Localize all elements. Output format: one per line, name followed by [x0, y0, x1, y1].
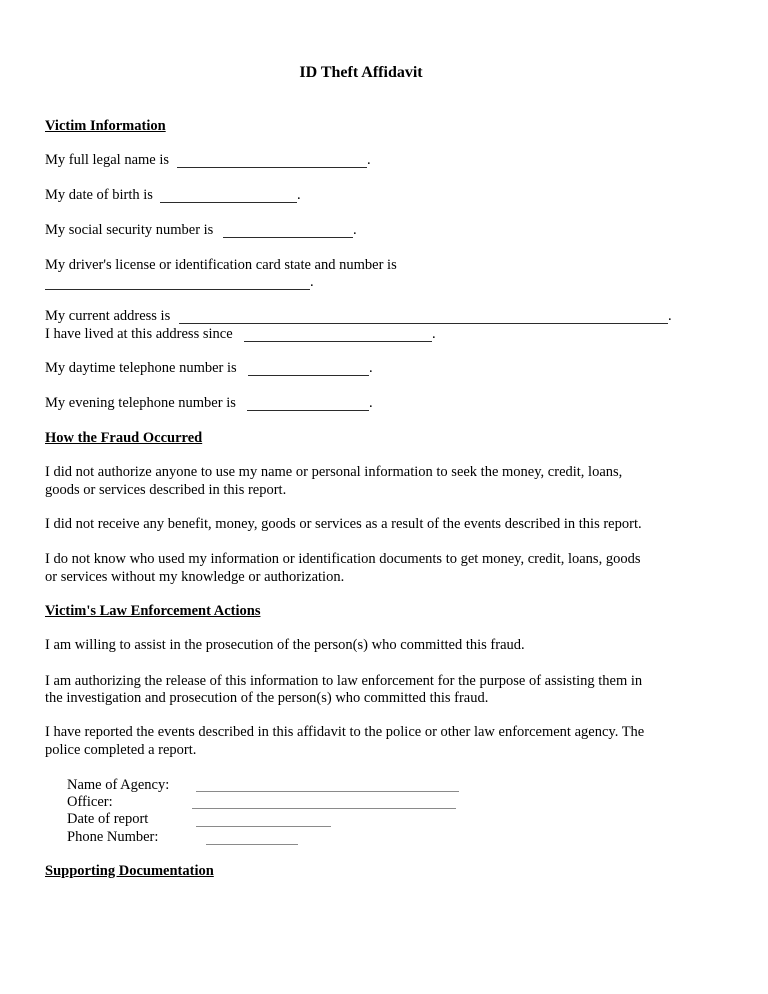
report-date-field[interactable] — [196, 826, 331, 827]
daytime-phone-field[interactable] — [248, 375, 369, 376]
evening-phone-period: . — [369, 395, 373, 411]
license-label: My driver's license or identification card state and number is — [45, 257, 397, 273]
supporting-documentation-heading: Supporting Documentation — [45, 863, 214, 879]
address-field[interactable] — [179, 323, 668, 324]
address-label: My current address is — [45, 308, 171, 324]
fraud-paragraph-2: I did not receive any benefit, money, goods or services as a result of the events described in this report. — [45, 516, 642, 532]
daytime-phone-label: My daytime telephone number is — [45, 360, 237, 376]
full-name-field[interactable] — [177, 167, 367, 168]
law-paragraph-2-line-1: I am authorizing the release of this information to law enforcement for the purpose of assisting them in — [45, 673, 643, 689]
fraud-paragraph-1-line-1: I did not authorize anyone to use my name or personal information to seek the money, credit, loans, — [45, 464, 623, 480]
agency-name-label: Name of Agency: — [67, 777, 170, 793]
evening-phone-field[interactable] — [247, 410, 369, 411]
fraud-paragraph-1-line-2: goods or services described in this report. — [45, 482, 287, 498]
law-paragraph-1: I am willing to assist in the prosecution of the person(s) who committed this fraud. — [45, 637, 525, 653]
law-paragraph-3-line-2: police completed a report. — [45, 742, 197, 758]
fraud-paragraph-3-line-2: or services without my knowledge or authorization. — [45, 569, 345, 585]
ssn-label: My social security number is — [45, 222, 214, 238]
document-title: ID Theft Affidavit — [299, 64, 423, 81]
license-period: . — [310, 274, 314, 290]
license-field[interactable] — [45, 289, 310, 290]
daytime-phone-period: . — [369, 360, 373, 376]
dob-field[interactable] — [160, 202, 297, 203]
ssn-period: . — [353, 222, 357, 238]
phone-number-label: Phone Number: — [67, 829, 159, 845]
lived-since-field[interactable] — [244, 341, 432, 342]
law-paragraph-3-line-1: I have reported the events described in this affidavit to the police or other law enforcement agency. The — [45, 724, 645, 740]
evening-phone-label: My evening telephone number is — [45, 395, 236, 411]
address-period: . — [668, 308, 672, 324]
full-name-label: My full legal name is — [45, 152, 170, 168]
officer-field[interactable] — [192, 808, 456, 809]
lived-since-label: I have lived at this address since — [45, 326, 233, 342]
lived-since-period: . — [432, 326, 436, 342]
fraud-paragraph-3-line-1: I do not know who used my information or identification documents to get money, credit, loans, goods — [45, 551, 641, 567]
fraud-heading: How the Fraud Occurred — [45, 430, 203, 446]
ssn-field[interactable] — [223, 237, 353, 238]
phone-number-field[interactable] — [206, 844, 298, 845]
dob-label: My date of birth is — [45, 187, 153, 203]
agency-name-field[interactable] — [196, 791, 459, 792]
officer-label: Officer: — [67, 794, 113, 810]
full-name-period: . — [367, 152, 371, 168]
law-paragraph-2-line-2: the investigation and prosecution of the person(s) who committed this fraud. — [45, 690, 489, 706]
law-enforcement-heading: Victim's Law Enforcement Actions — [45, 603, 261, 619]
victim-information-heading: Victim Information — [45, 118, 166, 134]
dob-period: . — [297, 187, 301, 203]
report-date-label: Date of report — [67, 811, 149, 827]
